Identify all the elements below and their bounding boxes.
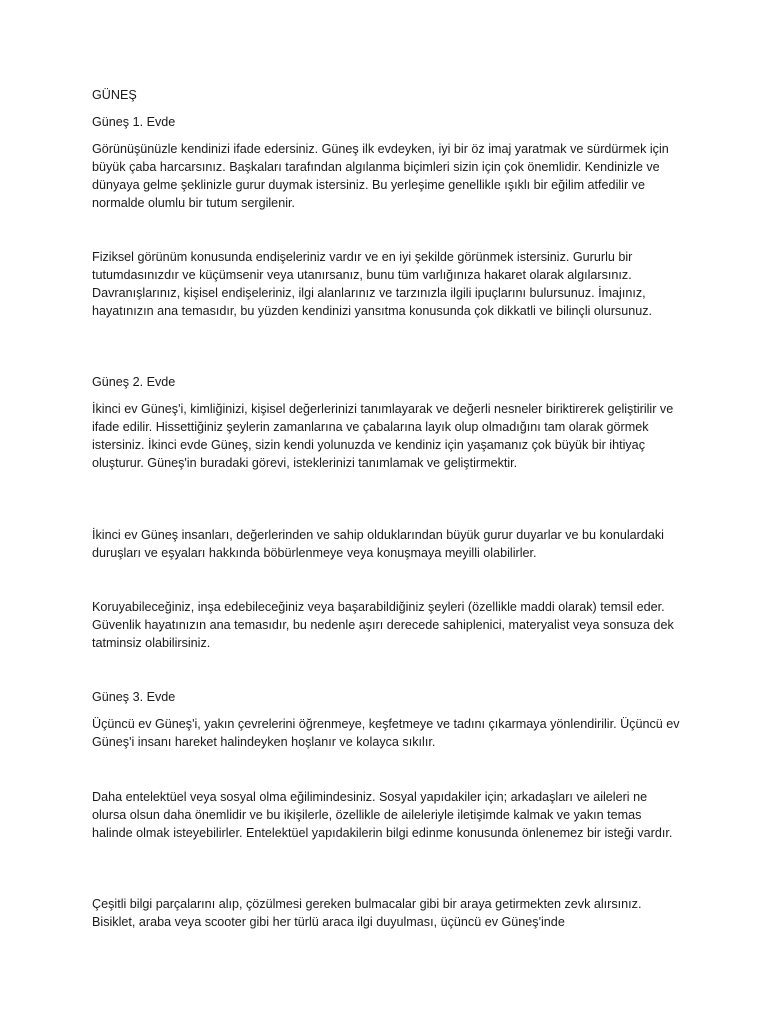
- document-title: GÜNEŞ: [92, 88, 137, 102]
- paragraph-house-2-a: İkinci ev Güneş'i, kimliğinizi, kişisel değerlerinizi tanımlayarak ve değerli nesneler biriktirerek geliştirilir ve ifade edilir. Hissettiğiniz şeylerin zamanlarına ve çabalarına layık olup olmadığını tam olarak görmek istersiniz. İkinci evde Güneş, sizin kendi yolunuzda ve kendiniz için yaşamanız çok büyük bir ihtiyaç oluşturur. Güneş'in buradaki görevi, isteklerinizi tanımlamak ve geliştirmektir.: [92, 402, 674, 470]
- paragraph-house-2-b: İkinci ev Güneş insanları, değerlerinden ve sahip olduklarından büyük gurur duyarlar ve bu konulardaki duruşları ve eşyaları hakkında böbürlenmeye veya konuşmaya meyilli olabilirler.: [92, 528, 664, 560]
- section-heading-house-2: Güneş 2. Evde: [92, 375, 176, 389]
- paragraph-house-2-c: Koruyabileceğiniz, inşa edebileceğiniz veya başarabildiğiniz şeyleri (özellikle maddi olarak) temsil eder. Güvenlik hayatınızın ana temasıdır, bu nedenle aşırı derecede sahiplenici, materyalist veya sonsuza dek tatminsiz olabilirsiniz.: [92, 600, 674, 650]
- paragraph-house-1-a: Görünüşünüzle kendinizi ifade edersiniz. Güneş ilk evdeyken, iyi bir öz imaj yaratmak ve sürdürmek için büyük çaba harcarsınız. Başkaları tarafından algılanma biçimleri sizin için çok önemlidir. Kendinizle ve dünyaya gelme şeklinizle gurur duymak istersiniz. Bu yerleşime genellikle ışıklı bir eğilim atfedilir ve normalde olumlu bir tutum sergilenir.: [92, 142, 669, 210]
- paragraph-house-3-c: Çeşitli bilgi parçalarını alıp, çözülmesi gereken bulmacalar gibi bir araya getirmekten zevk alırsınız. Bisiklet, araba veya scooter gibi her türlü araca ilgi duyulması, üçüncü ev Güneş'inde: [92, 897, 642, 929]
- section-heading-house-3: Güneş 3. Evde: [92, 690, 176, 704]
- paragraph-house-3-b: Daha entelektüel veya sosyal olma eğilimindesiniz. Sosyal yapıdakiler için; arkadaşları ve aileleri ne olursa olsun daha önemlidir ve bu ikişilerle, özellikle de aileleriyle iletişimde kalmak ve yakın temas halinde olmak isteyebilirler. Entelektüel yapıdakilerin bilgi edinme konusunda önlenemez bir isteği vardır.: [92, 790, 673, 840]
- paragraph-house-1-b: Fiziksel görünüm konusunda endişeleriniz vardır ve en iyi şekilde görünmek istersiniz. Gururlu bir tutumdasınızdır ve küçümsenir veya utanırsanız, bunu tüm varlığınıza hakaret olarak algılarsınız. Davranışlarınız, kişisel endişeleriniz, ilgi alanlarınız ve tarzınızla ilgili ipuçlarını bulursunuz. İmajınız, hayatınızın ana temasıdır, bu yüzden kendinizi yansıtma konusunda çok dikkatli ve bilinçli olursunuz.: [92, 250, 653, 318]
- paragraph-house-3-a: Üçüncü ev Güneş'i, yakın çevrelerini öğrenmeye, keşfetmeye ve tadını çıkarmaya yönlendirilir. Üçüncü ev Güneş'i insanı hareket halindeyken hoşlanır ve kolayca sıkılır.: [92, 717, 680, 749]
- section-heading-house-1: Güneş 1. Evde: [92, 115, 176, 129]
